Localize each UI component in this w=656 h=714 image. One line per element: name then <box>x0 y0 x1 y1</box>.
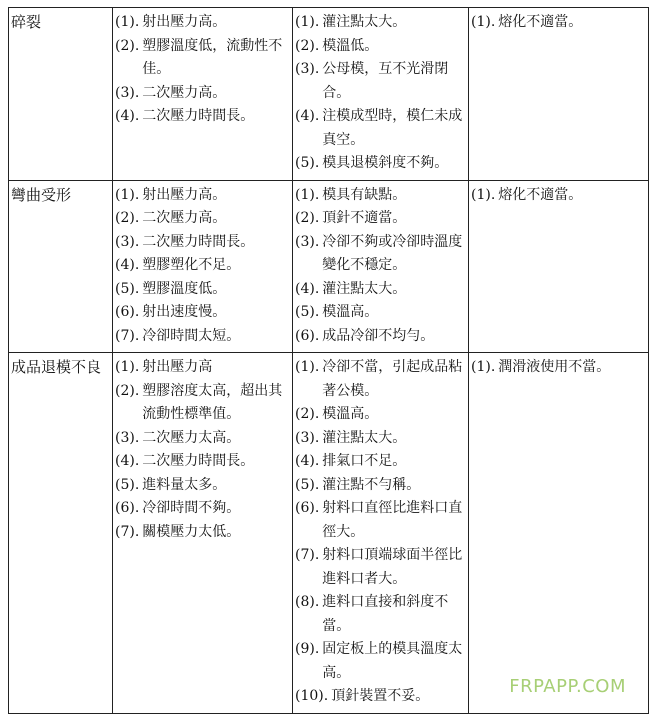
list-item <box>115 105 290 129</box>
item-text: 進料量太多。 <box>142 476 227 493</box>
item-number: (8). <box>295 594 320 610</box>
item-number: (3). <box>115 233 140 250</box>
watermark-logo: FRPAPP.COM <box>509 676 626 697</box>
item-number: (4). <box>115 108 140 124</box>
mold-causes-cell <box>293 8 469 181</box>
item-text: 二次壓力高。 <box>142 84 227 101</box>
list-item <box>115 301 290 325</box>
list-item <box>471 11 646 35</box>
list-item <box>295 325 466 349</box>
item-text: 塑膠溶度太高，超出其流動性標準值。 <box>142 382 283 422</box>
item-text: 二次壓力時間長。 <box>142 108 255 124</box>
item-text: 二次壓力時間長。 <box>142 233 255 250</box>
item-text: 注模成型時，模仁未成真空。 <box>322 108 463 148</box>
item-number: (4). <box>295 108 320 124</box>
table-row <box>9 180 649 353</box>
item-number: (2). <box>115 37 140 54</box>
item-number: (1). <box>115 186 140 203</box>
item-number: (1). <box>295 186 320 203</box>
list-item <box>295 105 466 152</box>
item-text: 射出壓力高。 <box>142 14 227 30</box>
item-text: 射料口頂端球面半徑比進料口者大。 <box>322 547 463 587</box>
list-item <box>115 82 290 106</box>
item-text: 冷卻不當，引起成品粘著公模。 <box>322 359 463 399</box>
item-text: 模溫高。 <box>322 304 379 320</box>
list-item <box>295 638 466 685</box>
list-item <box>295 207 466 231</box>
item-number: (3). <box>295 429 320 446</box>
list-item <box>295 497 466 544</box>
item-number: (3). <box>115 429 140 446</box>
list-item <box>115 35 290 82</box>
list-item <box>295 11 466 35</box>
list-item <box>295 231 466 278</box>
list-item <box>295 35 466 59</box>
material-causes-cell <box>469 180 649 353</box>
item-number: (5). <box>115 280 140 297</box>
list-item <box>295 450 466 474</box>
item-number: (1). <box>471 359 496 375</box>
mold-causes-cell <box>293 180 469 353</box>
item-text: 二次壓力太高。 <box>142 429 241 446</box>
item-text: 冷卻時間不夠。 <box>142 500 241 516</box>
list-item <box>115 278 290 302</box>
item-text: 灌注點太大。 <box>322 14 407 30</box>
material-causes-cell <box>469 8 649 181</box>
list-item <box>295 591 466 638</box>
item-number: (6). <box>295 327 320 344</box>
list-item <box>115 474 290 498</box>
item-number: (4). <box>295 453 320 469</box>
table-row <box>9 8 649 181</box>
list-item <box>295 403 466 427</box>
item-number: (3). <box>115 84 140 101</box>
item-number: (5). <box>295 304 320 320</box>
item-number: (5). <box>295 476 320 493</box>
item-number: (5). <box>295 155 320 171</box>
defect-category: 碎裂 <box>9 8 113 181</box>
item-number: (5). <box>115 476 140 493</box>
defect-category: 彎曲受形 <box>9 180 113 353</box>
item-text: 塑膠溫度低，流動性不佳。 <box>142 37 283 77</box>
item-number: (6). <box>295 500 320 516</box>
item-number: (9). <box>295 641 320 657</box>
item-number: (4). <box>295 280 320 297</box>
item-text: 公母模，互不光滑閉合。 <box>322 61 449 101</box>
list-item <box>295 184 466 208</box>
item-text: 頂針不適當。 <box>322 210 407 226</box>
item-text: 射出壓力高。 <box>142 186 227 203</box>
list-item <box>115 11 290 35</box>
list-item <box>115 207 290 231</box>
item-text: 射出速度慢。 <box>142 304 227 320</box>
item-number: (1). <box>115 359 140 375</box>
item-number: (3). <box>295 233 320 250</box>
defect-category: 成品退模不良 <box>9 353 113 714</box>
list-item <box>295 544 466 591</box>
item-number: (1). <box>471 14 496 30</box>
item-number: (7). <box>115 327 140 344</box>
item-number: (7). <box>115 523 140 540</box>
item-text: 固定板上的模具溫度太高。 <box>322 641 463 681</box>
item-number: (7). <box>295 547 320 563</box>
item-number: (6). <box>115 304 140 320</box>
item-text: 二次壓力高。 <box>142 210 227 226</box>
list-item <box>115 184 290 208</box>
list-item <box>295 301 466 325</box>
item-text: 潤滑液使用不當。 <box>498 359 611 375</box>
item-number: (10). <box>295 688 329 704</box>
list-item <box>115 497 290 521</box>
item-text: 模溫高。 <box>322 406 379 422</box>
item-number: (1). <box>115 14 140 30</box>
list-item <box>115 231 290 255</box>
material-causes-cell <box>469 353 649 714</box>
list-item <box>115 450 290 474</box>
item-number: (1). <box>295 14 320 30</box>
list-item <box>295 685 466 709</box>
item-text: 模具有缺點。 <box>322 186 407 203</box>
list-item <box>295 58 466 105</box>
list-item <box>115 427 290 451</box>
mold-causes-cell <box>293 353 469 714</box>
process-causes-cell <box>113 180 293 353</box>
item-number: (1). <box>471 186 496 203</box>
item-text: 灌注點太大。 <box>322 429 407 446</box>
item-number: (2). <box>295 406 320 422</box>
item-text: 塑膠溫度低。 <box>142 280 227 297</box>
list-item <box>295 278 466 302</box>
item-text: 二次壓力時間長。 <box>142 453 255 469</box>
item-number: (2). <box>295 37 320 54</box>
list-item <box>115 380 290 427</box>
item-text: 排氣口不足。 <box>322 453 407 469</box>
item-text: 射出壓力高 <box>142 359 213 375</box>
list-item <box>115 521 290 545</box>
item-text: 冷卻不夠或冷卻時溫度變化不穩定。 <box>322 233 463 273</box>
item-text: 模溫低。 <box>322 37 379 54</box>
item-text: 成品冷卻不均勻。 <box>322 327 435 344</box>
item-number: (6). <box>115 500 140 516</box>
process-causes-cell <box>113 353 293 714</box>
causes-table <box>8 7 649 714</box>
item-text: 冷卻時間太短。 <box>142 327 241 344</box>
item-text: 灌注點太大。 <box>322 280 407 297</box>
item-number: (1). <box>295 359 320 375</box>
item-text: 進料口直接和斜度不當。 <box>322 594 449 634</box>
item-number: (2). <box>295 210 320 226</box>
item-text: 頂針裝置不妥。 <box>331 688 430 704</box>
item-text: 射料口直徑比進料口直徑大。 <box>322 500 463 540</box>
table-row <box>9 353 649 714</box>
list-item <box>295 152 466 176</box>
list-item <box>295 474 466 498</box>
item-number: (3). <box>295 61 320 77</box>
item-number: (4). <box>115 257 140 273</box>
item-text: 灌注點不勻稱。 <box>322 476 421 493</box>
item-text: 塑膠塑化不足。 <box>142 257 241 273</box>
item-number: (2). <box>115 210 140 226</box>
list-item <box>115 356 290 380</box>
item-text: 關模壓力太低。 <box>142 523 241 540</box>
item-text: 熔化不適當。 <box>498 186 583 203</box>
item-number: (2). <box>115 382 140 399</box>
list-item <box>471 356 646 380</box>
item-number: (4). <box>115 453 140 469</box>
list-item <box>115 254 290 278</box>
list-item <box>115 325 290 349</box>
list-item <box>471 184 646 208</box>
list-item <box>295 427 466 451</box>
list-item <box>295 356 466 403</box>
item-text: 模具退模斜度不夠。 <box>322 155 449 171</box>
item-text: 熔化不適當。 <box>498 14 583 30</box>
process-causes-cell <box>113 8 293 181</box>
